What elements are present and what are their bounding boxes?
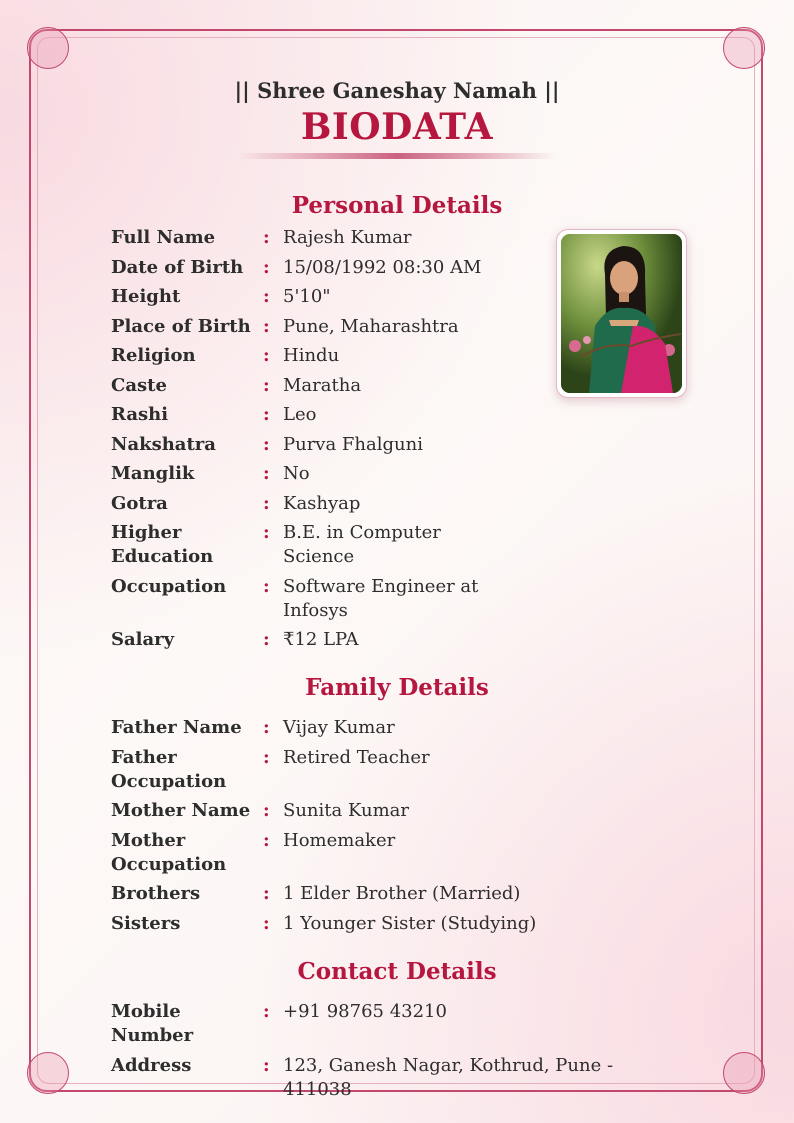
field-separator: : <box>263 829 270 851</box>
corner-ornament-bottom-left <box>27 1052 69 1094</box>
field-label: Father Name <box>111 717 242 738</box>
field-label: Caste <box>111 374 167 396</box>
field-value: 123, Ganesh Nagar, Kothrud, Pune - 411038 <box>283 1054 614 1100</box>
field-value: B.E. in Computer Science <box>283 522 441 567</box>
field-value: Pune, Maharashtra <box>283 315 459 337</box>
field-value: No <box>283 463 310 484</box>
field-label: Higher Education <box>111 522 214 567</box>
field-label: Place of Birth <box>111 315 251 337</box>
field-value: Software Engineer at Infosys <box>283 575 479 621</box>
field-separator: : <box>263 227 270 248</box>
personal-row <box>111 521 671 569</box>
section-heading-family: Family Details <box>305 674 489 701</box>
corner-ornament-top-left <box>27 27 69 69</box>
field-value: ₹12 LPA <box>283 629 359 650</box>
field-separator: : <box>263 629 270 650</box>
field-separator: : <box>263 717 270 738</box>
family-row <box>111 882 671 906</box>
field-label: Manglik <box>111 463 195 484</box>
field-separator: : <box>263 522 270 543</box>
personal-row <box>111 433 671 457</box>
field-value: Leo <box>283 404 317 425</box>
profile-photo <box>556 229 687 398</box>
field-value: 15/08/1992 08:30 AM <box>283 256 482 278</box>
personal-row <box>111 492 671 516</box>
family-row <box>111 829 671 877</box>
corner-ornament-bottom-right <box>723 1052 765 1094</box>
personal-row <box>111 462 671 486</box>
field-separator: : <box>263 433 270 455</box>
field-label: Nakshatra <box>111 433 216 455</box>
field-separator: : <box>263 404 270 425</box>
family-row <box>111 716 671 740</box>
field-label: Occupation <box>111 575 227 597</box>
field-label: Religion <box>111 345 196 366</box>
field-label: Sisters <box>111 912 181 934</box>
field-label: Mother Occupation <box>111 829 227 875</box>
corner-ornament-top-right <box>723 27 765 69</box>
field-separator: : <box>263 1054 270 1076</box>
field-value: Vijay Kumar <box>283 717 395 738</box>
field-separator: : <box>263 883 270 904</box>
field-label: Height <box>111 286 181 307</box>
contact-row <box>111 1000 671 1048</box>
invocation-line: || Shree Ganeshay Namah || <box>234 78 560 103</box>
field-label: Mobile Number <box>111 1001 194 1046</box>
section-heading-contact: Contact Details <box>297 958 497 985</box>
field-value: Hindu <box>283 345 340 366</box>
family-row <box>111 912 671 936</box>
field-label: Father Occupation <box>111 746 227 792</box>
field-value: 1 Elder Brother (Married) <box>283 883 521 904</box>
family-row <box>111 746 671 794</box>
field-separator: : <box>263 463 270 484</box>
field-separator: : <box>263 575 270 597</box>
field-separator: : <box>263 912 270 934</box>
family-details-list <box>111 716 671 941</box>
title-underline <box>237 153 557 159</box>
field-value: 5'10" <box>283 286 331 307</box>
field-label: Date of Birth <box>111 256 244 278</box>
field-label: Address <box>111 1054 192 1076</box>
field-separator: : <box>263 256 270 278</box>
field-label: Full Name <box>111 227 216 248</box>
field-separator: : <box>263 1001 270 1022</box>
field-value: Kashyap <box>283 492 361 514</box>
personal-row <box>111 575 671 623</box>
field-label: Mother Name <box>111 800 251 821</box>
personal-row <box>111 628 671 652</box>
field-value: 1 Younger Sister (Studying) <box>283 912 537 934</box>
field-value: Purva Fhalguni <box>283 433 423 455</box>
field-value: Maratha <box>283 374 362 396</box>
contact-row <box>111 1054 671 1102</box>
field-label: Salary <box>111 629 175 650</box>
family-row <box>111 799 671 823</box>
contact-details-list <box>111 1000 671 1107</box>
field-label: Gotra <box>111 492 168 514</box>
portrait-illustration <box>561 234 682 393</box>
field-separator: : <box>263 746 270 768</box>
field-separator: : <box>263 315 270 337</box>
photo-image <box>561 234 682 393</box>
field-separator: : <box>263 345 270 366</box>
field-separator: : <box>263 374 270 396</box>
field-label: Rashi <box>111 404 169 425</box>
field-value: Homemaker <box>283 829 396 851</box>
field-separator: : <box>263 492 270 514</box>
section-heading-personal: Personal Details <box>291 192 503 219</box>
field-value: Rajesh Kumar <box>283 227 412 248</box>
page-title: BIODATA <box>300 106 494 148</box>
field-separator: : <box>263 800 270 821</box>
field-value: Sunita Kumar <box>283 800 410 821</box>
personal-row <box>111 403 671 427</box>
field-value: Retired Teacher <box>283 746 430 768</box>
field-value: +91 98765 43210 <box>283 1001 447 1022</box>
field-label: Brothers <box>111 883 201 904</box>
field-separator: : <box>263 286 270 307</box>
